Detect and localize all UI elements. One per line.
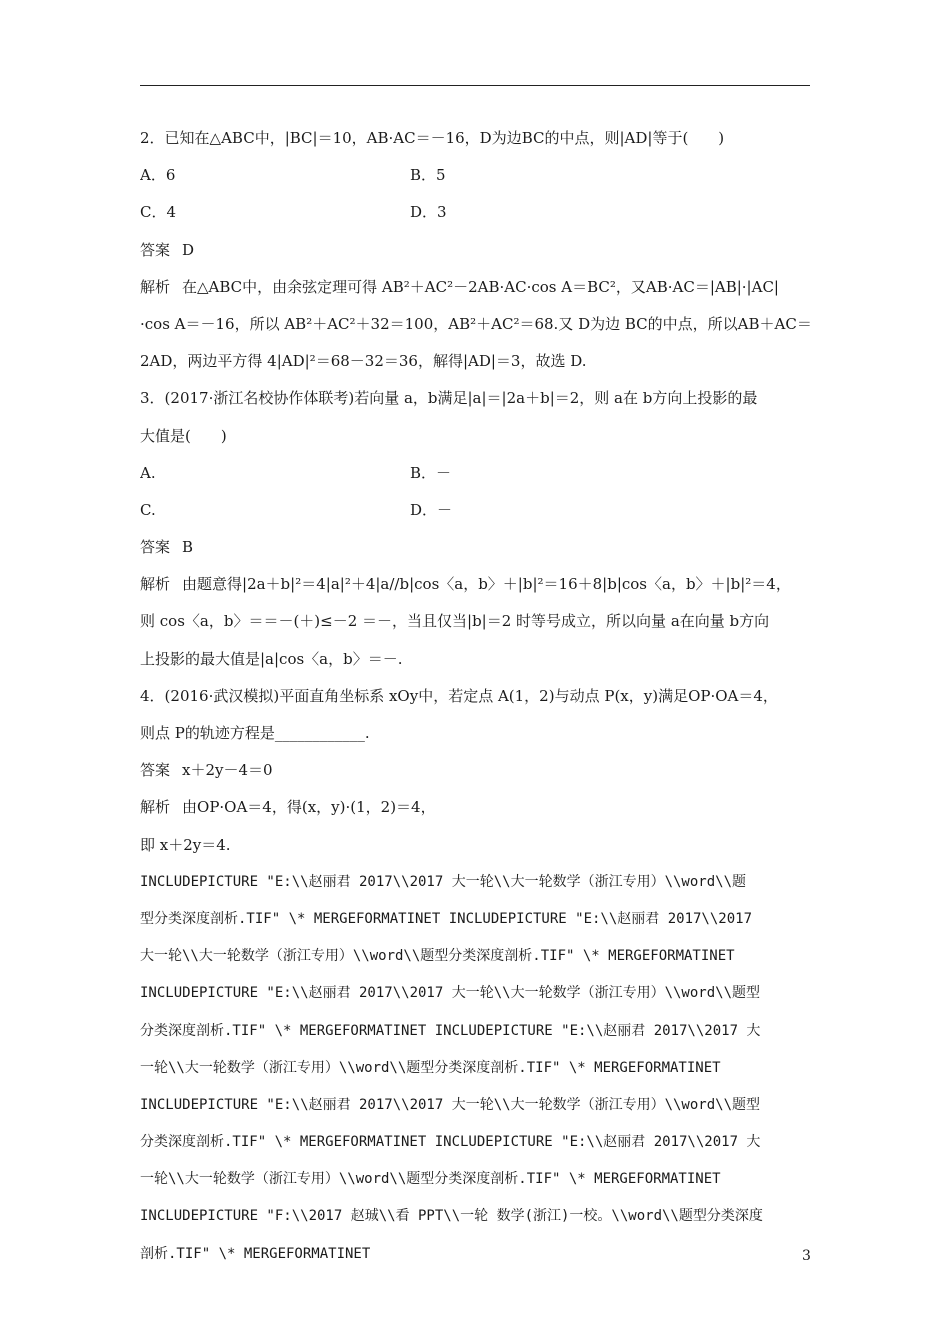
analysis-text: 由OP·OA＝4，得(x，y)·(1，2)＝4， — [182, 798, 436, 817]
q2-analysis-1 — [140, 269, 812, 306]
field-code-line: 一轮\\大一轮数学（浙江专用）\\word\\题型分类深度剖析.TIF" \* MERGEFORMATINET — [140, 1171, 721, 1188]
q2-stem: 2．已知在△ABC中，|BC|＝10，AB·AC＝－16，D为边BC的中点，则|AD|等于( ) — [140, 129, 725, 147]
field-code-line: 大一轮\\大一轮数学（浙江专用）\\word\\题型分类深度剖析.TIF" \* MERGEFORMATINET — [140, 948, 735, 965]
field-code-line: 分类深度剖析.TIF" \* MERGEFORMATINET INCLUDEPICTURE "E:\\赵丽君 2017\\2017 大 — [140, 1022, 761, 1039]
q3-stem-2: 大值是( ) — [140, 426, 227, 445]
q2-option-c: C．4 — [140, 203, 177, 222]
field-code-line: 分类深度剖析.TIF" \* MERGEFORMATINET INCLUDEPICTURE "E:\\赵丽君 2017\\2017 大 — [140, 1134, 761, 1151]
q3-stem-1: 3．(2017·浙江名校协作体联考)若向量 a，b满足|a|＝|2a＋b|＝2，则 a在 b方向上投影的最 — [140, 389, 758, 408]
q3-option-d: D．－ — [410, 500, 453, 519]
analysis-label: 解析 — [140, 575, 171, 594]
page-number: 3 — [802, 1248, 811, 1264]
q4-answer — [140, 752, 812, 789]
q3-option-b: B．－ — [410, 463, 452, 482]
analysis-text: 由题意得|2a＋b|²＝4|a|²＋4|a//b|cos〈a，b〉＋|b|²＝16＋8|b|cos〈a，b〉＋|b|²＝4， — [182, 575, 791, 594]
q3-analysis-3: 上投影的最大值是|a|cos〈a，b〉＝－. — [140, 649, 403, 668]
document-body — [140, 120, 812, 1273]
q2-analysis-2: ·cos A＝－16，所以 AB²＋AC²＋32＝100，AB²＋AC²＝68.又 D为边 BC的中点，所以AB＋AC＝ — [140, 314, 812, 333]
q2-option-a: A．6 — [140, 166, 176, 185]
q3-analysis-2: 则 cos〈a，b〉＝＝－(＋)≤－2 ＝－，当且仅当|b|＝2 时等号成立，所以向量 a在向量 b方向 — [140, 612, 770, 631]
analysis-label: 解析 — [140, 798, 171, 817]
q4-stem-1: 4．(2016·武汉模拟)平面直角坐标系 xOy中，若定点 A(1，2)与动点 P(x，y)满足OP·OA＝4， — [140, 686, 778, 705]
field-code-line: INCLUDEPICTURE "F:\\2017 赵珹\\看 PPT\\一轮 数学(浙江)一校。\\word\\题型分类深度 — [140, 1208, 763, 1225]
q4-analysis-2: 即 x＋2y＝4. — [140, 835, 231, 854]
answer-value: D — [182, 240, 195, 259]
analysis-text: 在△ABC中，由余弦定理可得 AB²＋AC²－2AB·AC·cos A＝BC²，又AB·AC＝|AB|·|AC| — [182, 277, 779, 296]
q3-option-a: A. — [140, 463, 156, 482]
q2-option-d: D．3 — [410, 203, 447, 222]
answer-label: 答案 — [140, 538, 171, 557]
q3-options-row-2 — [140, 492, 812, 529]
q2-analysis-3: 2AD，两边平方得 4|AD|²＝68－32＝36，解得|AD|＝3，故选 D. — [140, 352, 587, 371]
q3-options-row-1 — [140, 455, 812, 492]
header-rule — [140, 85, 810, 86]
q2-answer — [140, 232, 812, 269]
answer-value: B — [182, 538, 194, 557]
field-code-line: 型分类深度剖析.TIF" \* MERGEFORMATINET INCLUDEPICTURE "E:\\赵丽君 2017\\2017 — [140, 910, 753, 927]
answer-label: 答案 — [140, 761, 171, 780]
answer-value: x＋2y－4＝0 — [182, 761, 273, 780]
field-code-line: 一轮\\大一轮数学（浙江专用）\\word\\题型分类深度剖析.TIF" \* MERGEFORMATINET — [140, 1059, 721, 1076]
q3-option-c: C. — [140, 500, 156, 519]
field-code-line: 剖析.TIF" \* MERGEFORMATINET — [140, 1245, 371, 1262]
q4-analysis-1 — [140, 789, 812, 826]
q2-options-row-2 — [140, 194, 812, 231]
q4-stem-2: 则点 P的轨迹方程是____________. — [140, 724, 370, 742]
q2-options-row-1 — [140, 157, 812, 194]
field-code-line: INCLUDEPICTURE "E:\\赵丽君 2017\\2017 大一轮\\大一轮数学（浙江专用）\\word\\题型 — [140, 1096, 761, 1113]
q3-answer — [140, 529, 812, 566]
answer-label: 答案 — [140, 240, 171, 259]
analysis-label: 解析 — [140, 277, 171, 296]
q3-analysis-1 — [140, 566, 812, 603]
q2-option-b: B．5 — [410, 166, 446, 185]
field-code-line: INCLUDEPICTURE "E:\\赵丽君 2017\\2017 大一轮\\大一轮数学（浙江专用）\\word\\题 — [140, 873, 747, 890]
field-code-line: INCLUDEPICTURE "E:\\赵丽君 2017\\2017 大一轮\\大一轮数学（浙江专用）\\word\\题型 — [140, 985, 761, 1002]
